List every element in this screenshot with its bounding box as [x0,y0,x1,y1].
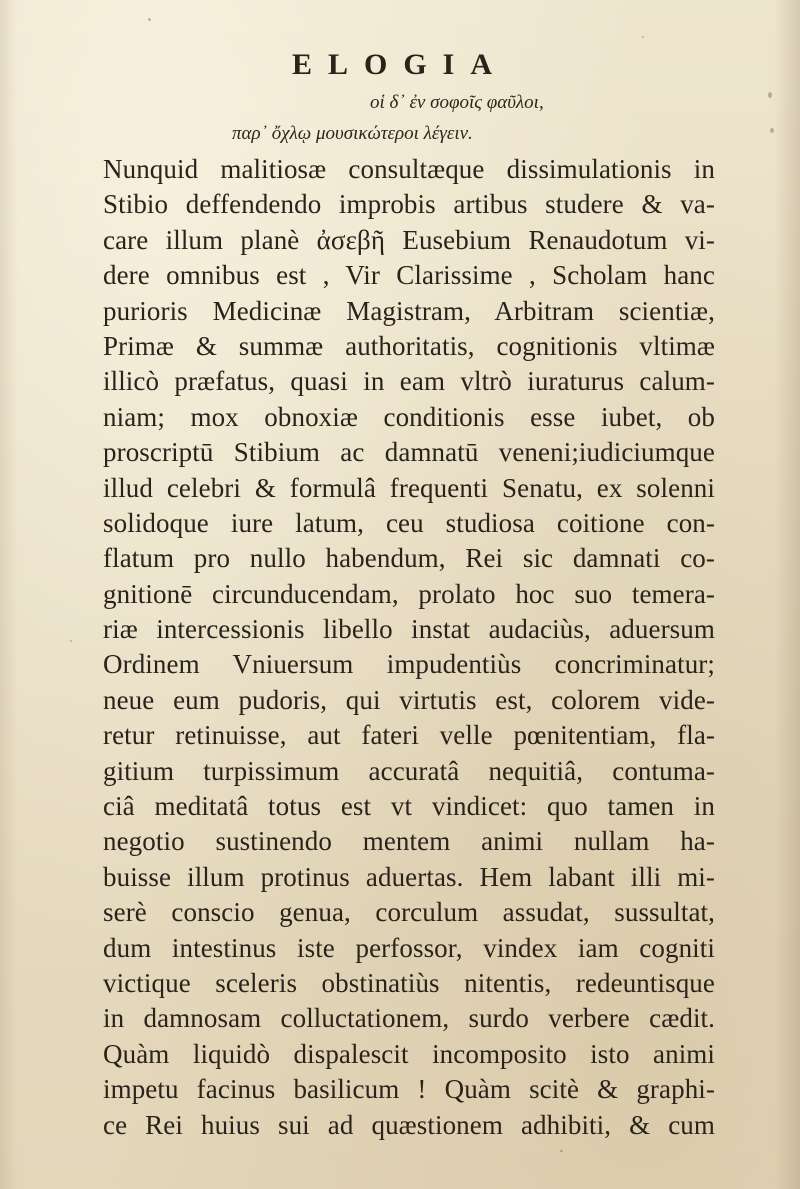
text-line: negotio sustinendo mentem animi nullam ha- [103,826,715,857]
greek-epigraph-line-1: οἱ δ᾽ ἐν σοφοῖς φαῦλοι, [370,92,544,113]
text-line: dum intestinus iste perfossor, vindex iam cogniti [103,932,715,963]
text-line: retur retinuisse, aut fateri velle pœnitentiam, fla- [103,720,715,751]
text-line: illicò præfatus, quasi in eam vltrò iuraturus calum- [103,366,715,397]
text-line: illud celebri & formulâ frequenti Senatu, ex solenni [103,472,715,503]
text-line: riæ intercessionis libello instat audaciùs, aduersum [103,614,715,645]
text-line: gitium turpissimum accuratâ nequitiâ, contuma- [103,755,715,786]
text-line: care illum planè ἀσεβῆ Eusebium Renaudotum vi- [103,224,715,255]
paper-speck [148,18,151,21]
text-line: victique sceleris obstinatiùs nitentis, redeuntisque [103,967,715,998]
page-edge-shadow [774,0,800,1189]
body-text [103,152,715,1143]
text-line: gnitionē circunducendam, prolato hoc suo temera- [103,578,715,609]
text-line: impetu facinus basilicum ! Quàm scitè & graphi- [103,1074,715,1105]
text-line: proscriptū Stibium ac damnatū veneni;iudiciumque [103,437,715,468]
text-line: Ordinem Vniuersum impudentiùs concriminatur; [103,649,715,680]
page-gutter-shadow [0,0,18,1189]
text-line: Quàm liquidò dispalescit incomposito isto animi [103,1038,715,1069]
greek-epigraph-line-2: παρ᾽ ὄχλῳ μουσικώτεροι λέγειν. [232,123,473,144]
text-line: dere omnibus est , Vir Clarissime , Scholam hanc [103,260,715,291]
text-line: in damnosam colluctationem, surdo verbere cædit. [103,1003,715,1034]
paper-speck [768,92,772,98]
paper-speck [70,640,72,642]
page-title: ELOGIA [291,48,509,81]
text-line: Nunquid malitiosæ consultæque dissimulationis in [103,154,715,184]
text-line: solidoque iure latum, ceu studiosa coitione con- [103,507,715,538]
text-line: Primæ & summæ authoritatis, cognitionis vltimæ [103,330,715,361]
text-line: flatum pro nullo habendum, Rei sic damnati co- [103,543,715,574]
text-line: neue eum pudoris, qui virtutis est, colorem vide- [103,684,715,715]
text-line: ciâ meditatâ totus est vt vindicet: quo tamen in [103,791,715,822]
paper-speck [642,36,644,38]
paper-speck [770,128,774,133]
paper-speck [560,1150,563,1152]
text-line: serè conscio genua, corculum assudat, sussultat, [103,897,715,928]
text-line: niam; mox obnoxiæ conditionis esse iubet, ob [103,401,715,432]
text-line: purioris Medicinæ Magistram, Arbitram scientiæ, [103,295,715,326]
text-line: Stibio deffendendo improbis artibus studere & va- [103,189,715,220]
text-line: buisse illum protinus aduertas. Hem labant illi mi- [103,861,715,892]
text-line: ce Rei huius sui ad quæstionem adhibiti, & cum [103,1109,715,1140]
